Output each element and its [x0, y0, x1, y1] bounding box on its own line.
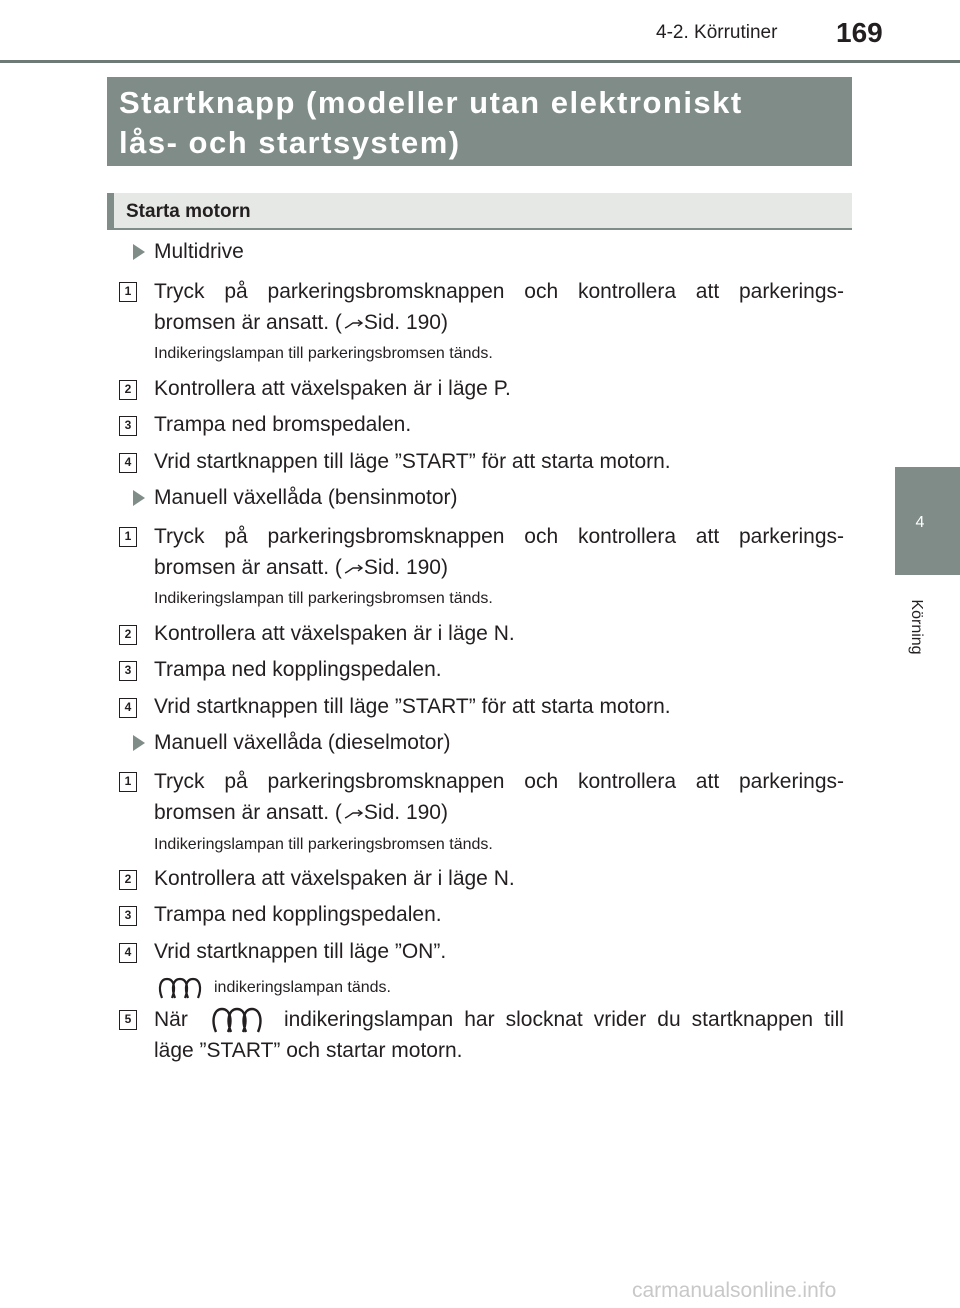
step-number-badge: 1: [119, 772, 137, 792]
page-title-line-1: Startknapp (modeller utan elektroniskt: [119, 85, 743, 120]
page-title-line-2: lås- och startsystem): [119, 125, 461, 160]
subsection-heading: Multidrive: [108, 240, 138, 270]
step-text: Kontrollera att växelspaken är i läge P.: [154, 377, 511, 400]
step-number-badge: 3: [119, 416, 137, 436]
step-text: Vrid startknappen till läge ”START” för att starta motorn.: [154, 695, 671, 718]
triangle-bullet-icon: [133, 735, 145, 751]
chapter-label: Körning: [908, 599, 925, 655]
chapter-number: 4: [915, 514, 925, 531]
step-text: Kontrollera att växelspaken är i läge N.: [154, 622, 515, 645]
page-title: [107, 77, 852, 166]
step-text: Tryck på parkeringsbromsknappen och kontrollera att parkerings- bromsen är ansatt. ( Sid. 190): [154, 770, 844, 824]
step-text: Vrid startknappen till läge ”ON”.: [154, 940, 447, 963]
step-text: Tryck på parkeringsbromsknappen och kontrollera att parkerings- bromsen är ansatt. ( Sid. 190): [154, 525, 844, 579]
subsection-heading: Manuell växellåda (dieselmotor): [108, 731, 138, 761]
step-note: Indikeringslampan till parkeringsbromsen tänds.: [154, 345, 493, 362]
step-number-badge: 3: [119, 906, 137, 926]
step-number-badge: 2: [119, 870, 137, 890]
step-text: Trampa ned bromspedalen.: [154, 413, 412, 436]
step-text: Trampa ned kopplingspedalen.: [154, 903, 442, 926]
watermark: carmanualsonline.info: [632, 1279, 837, 1302]
page-reference-link[interactable]: Sid. 190): [363, 801, 448, 824]
step-number-badge: 4: [119, 698, 137, 718]
subsection-heading: Manuell växellåda (bensinmotor): [108, 486, 138, 516]
reference-arrow-icon: [344, 561, 364, 575]
step-note: indikeringslampan tänds.: [154, 976, 391, 1000]
triangle-bullet-icon: [133, 490, 145, 506]
step-note: Indikeringslampan till parkeringsbromsen tänds.: [154, 590, 493, 607]
reference-arrow-icon: [344, 806, 364, 820]
step-number-badge: 3: [119, 661, 137, 681]
header-rule: [0, 60, 960, 63]
step-number-badge: 2: [119, 625, 137, 645]
reference-arrow-icon: [344, 316, 364, 330]
triangle-bullet-icon: [133, 244, 145, 260]
step-text: Tryck på parkeringsbromsknappen och kontrollera att parkerings- bromsen är ansatt. ( Sid. 190): [154, 280, 844, 334]
step-number-badge: 4: [119, 453, 137, 473]
header-section-label: 4-2. Körrutiner: [656, 22, 778, 43]
step-number-badge: 1: [119, 527, 137, 547]
step-number-badge: 4: [119, 943, 137, 963]
page-reference-link[interactable]: Sid. 190): [363, 556, 448, 579]
step-number-badge: 2: [119, 380, 137, 400]
section-heading: Starta motorn: [107, 193, 852, 230]
step-text: När indikeringslampan har slocknat vrider du startknappen till läge ”START” och startar motorn.: [154, 1004, 844, 1066]
page-reference-link[interactable]: Sid. 190): [363, 311, 448, 334]
step-number-badge: 1: [119, 282, 137, 302]
glow-plug-indicator-icon: [209, 1005, 267, 1035]
step-number-badge: 5: [119, 1010, 137, 1030]
step-note: Indikeringslampan till parkeringsbromsen tänds.: [154, 836, 493, 853]
glow-plug-indicator-icon: [156, 976, 208, 1000]
step-text: Kontrollera att växelspaken är i läge N.: [154, 867, 515, 890]
step-text: Vrid startknappen till läge ”START” för att starta motorn.: [154, 450, 671, 473]
step-text: Trampa ned kopplingspedalen.: [154, 658, 442, 681]
page-number: 169: [836, 17, 883, 48]
